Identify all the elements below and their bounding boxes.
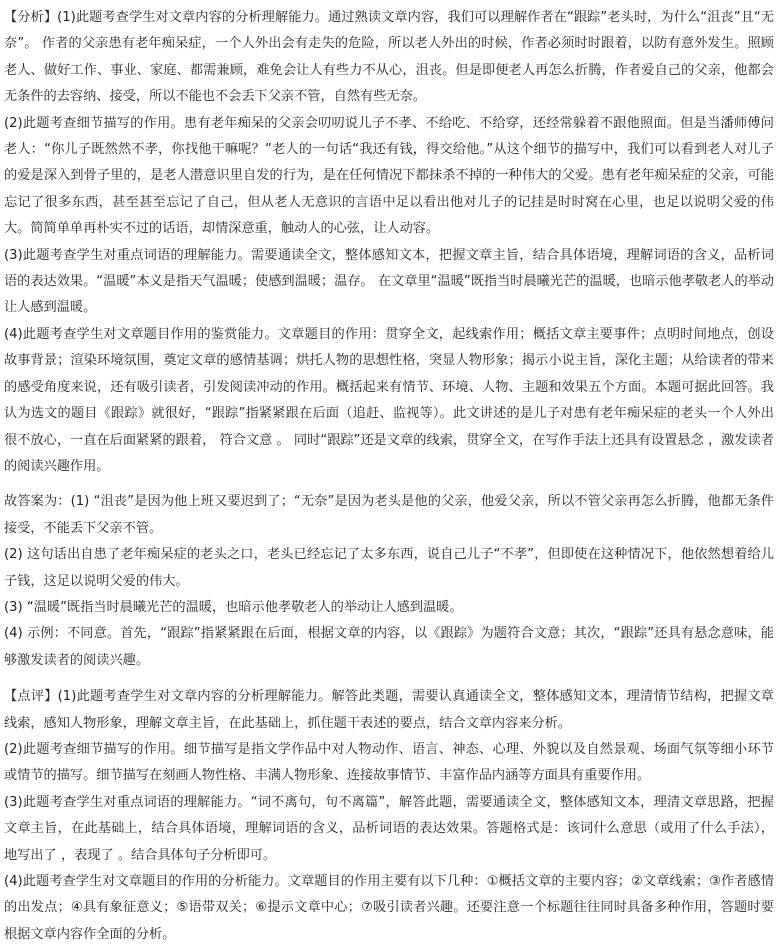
comment-paragraph-2: (2)此题考查细节描写的作用。细节描写是指文学作品中对人物动作、语言、神态、心理、外貌以及自然景观、场面气氛等细小环节或情节的描写。细节描写在刻画人物性格、丰满人物形象、连接故事情节、丰富作品内涵等方面具有重要作用。 [4, 741, 774, 784]
answer-paragraph-4: (4) 示例：不同意。首先，“跟踪”指紧紧跟在后面，根据文章的内容，以《跟踪》为题符合文意；其次，“跟踪”还具有悬念意味，能够激发读者的阅读兴趣。 [4, 626, 774, 668]
analysis-section [4, 5, 774, 480]
analysis-paragraph-2: (2)此题考查细节描写的作用。患有老年痴呆的父亲会叨叨说儿子不孝、不给吃、不给穿，还经常躲着不跟他照面。但是当潘师傅问老人：“你儿子既然然不孝，你找他干嘛呢？”老人的一句话“我还有钱，得交给他。”从这个细节的描写中，我们可以看到老人对儿子的爱是深入到骨子里的，是老人潜意识里自发的行为，是在任何情况下都抹杀不掉的一种伟大的父爱。患有老年痴呆症的父亲，可能忘记了很多东西，甚至甚至忘记了自己，但从老人无意识的言语中足以看出他对儿子的记挂是时时窝在心里，也足以说明父爱的伟大。简简单单再朴实不过的话语，却情深意重，触动人的心弦，让人动容。 [4, 115, 774, 237]
analysis-paragraph-3: (3)此题考查学生对重点词语的理解能力。需要通读全文，整体感知文本，把握文章主旨，结合具体语境，理解词语的含义，品析词语的表达效果。“温暖”本义是指天气温暖；使感到温暖；温存。 在文章里“温暖”既指当时晨曦光芒的温暖，也暗示他孝敬老人的举动让人感到温暖。 [4, 247, 775, 316]
answer-paragraph-2: (2) 这句话出自患了老年痴呆症的老头之口，老头已经忘记了太多东西，说自己儿子“不孝”，但即使在这种情况下，他依然想着给儿子钱，这足以说明父爱的伟大。 [4, 547, 774, 589]
analysis-paragraph-1: 【分析】(1)此题考查学生对文章内容的分析理解能力。通过熟读文章内容，我们可以理解作者在“跟踪”老头时，为什么“沮丧”且“无奈”。 作者的父亲患有老年痴呆症，一个人外出会有走失的危险，所以老人外出的时候，作者必须时时跟着，以防有意外发生。照顾老人、做好工作、事业、家庭、都需兼顾，难免会让人有些力不从心，沮丧。但是即便老人再怎么折腾，作者爱自己的父亲，他都会无条件的去容纳、接受，所以不能也不会丢下父亲不管，自然有些无奈。 [4, 10, 774, 105]
comment-paragraph-4: (4)此题考查学生对文章题目的作用的分析能力。文章题目的作用主要有以下几种：①概括文章的主要内容；②文章线索；③作者感情的出发点；④具有象征意义；⑤语带双关；⑥提示文章中心；⑦吸引读者兴趣。还要注意一个标题往往同时具备多种作用，答题时要根据文章内容作全面的分析。 [4, 874, 774, 942]
answer-paragraph-1: 故答案为：(1) “沮丧”是因为他上班又要迟到了；“无奈”是因为老头是他的父亲，他爱父亲，所以不管父亲再怎么折腾，他都无条件接受，不能丢下父亲不管。 [4, 494, 774, 536]
comment-paragraph-1: 【点评】(1)此题考查学生对文章内容的分析理解能力。解答此类题，需要认真通读全文，整体感知文本，理清情节结构，把握文章线索，感知人物形象，理解文章主旨，在此基础上，抓住题干表述的要点，结合文章内容来分析。 [4, 689, 774, 731]
answer-section [4, 489, 774, 674]
analysis-paragraph-4: (4)此题考查学生对文章题目作用的鉴赏能力。文章题目的作用：贯穿全文，起线索作用；概括文章主要事件；点明时间地点，创设故事背景；渲染环境氛围，奠定文章的感情基调；烘托人物的思想性格，突显人物形象；揭示小说主旨，深化主题；从给读者的带来的感受角度来说，还有吸引读者，引发阅读冲动的作用。概括起来有情节、环境、人物、主题和效果五个方面。本题可据此回答。我认为选文的题目《跟踪》就很好，“跟踪”指紧紧跟在后面（追赶、监视等）。此文讲述的是儿子对患有老年痴呆症的老头一个人外出很不放心，一直在后面紧紧的跟着， 符合文意 。 同时“跟踪”还是文章的线索，贯穿全文，在写作手法上还具有设置悬念 ，激发读者的阅读兴趣作用。 [4, 326, 774, 474]
section-spacer [4, 674, 774, 684]
comment-paragraph-3: (3)此题考查学生对重点词语的理解能力。“词不离句，句不离篇”，解答此题，需要通读全文，整体感知文本，理清文章思路，把握文章主旨，在此基础上，结合具体语境，理解词语的含义，品析词语的表达效果。答题格式是：该词什么意思（或用了什么手法）， 地写出了 ，表现了 。结合具体句子分析即可。 [4, 794, 774, 863]
answer-paragraph-3: (3) “温暖”既指当时晨曦光芒的温暖，也暗示他孝敬老人的举动让人感到温暖。 [4, 599, 463, 615]
section-spacer [4, 480, 774, 489]
comment-section [4, 684, 774, 948]
